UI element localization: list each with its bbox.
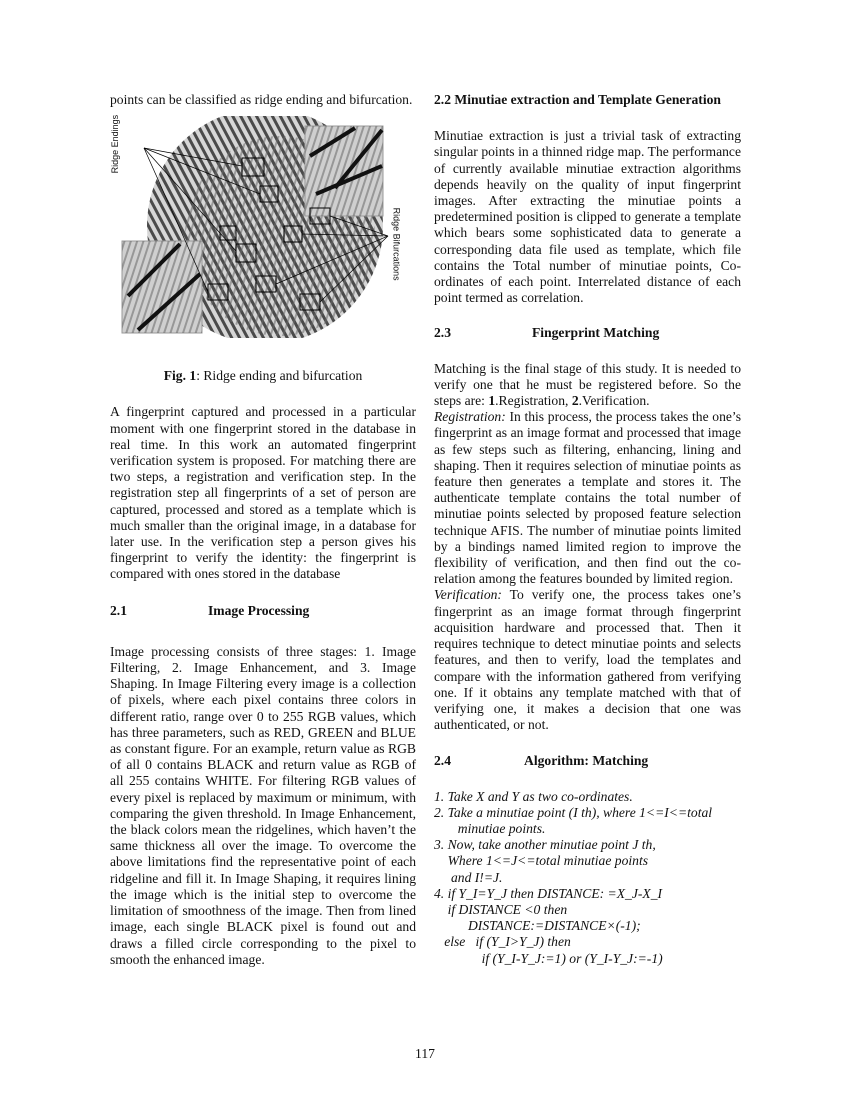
- section-heading-2-4: [434, 753, 741, 769]
- section-number: 2.4: [434, 753, 451, 769]
- section-title: Image Processing: [208, 602, 310, 618]
- algorithm-line: 4. if Y_I=Y_J then DISTANCE: =X_J-X_I: [434, 885, 663, 901]
- verification-label: Verification:: [434, 587, 502, 603]
- algorithm-line: Where 1<=J<=total minutiae points: [434, 853, 649, 869]
- section-heading-2-2: 2.2 Minutiae extraction and Template Generation: [434, 92, 721, 107]
- section-number: 2.1: [110, 602, 127, 618]
- algorithm-line: minutiae points.: [434, 820, 546, 836]
- algorithm-line: if (Y_I-Y_J:=1) or (Y_I-Y_J:=-1): [434, 950, 663, 966]
- algorithm-list: [434, 789, 741, 967]
- algorithm-line: and I!=J.: [434, 869, 503, 885]
- body-paragraph-2: Image processing consists of three stages: 1. Image Filtering, 2. Image Enhancement, and 3. Image Shaping. In Image Filtering every image is a collection of pixels, where each pixel contains three colors in different ratio, range over 0 to 255 RGB values, which has three parameters, such as RED, GREEN and BLUE as constant figure. For an example, return value as RGB of all 0 contains BLACK and return value as RGB of all 255 contains WHITE. For filtering RGB values of every pixel is replaced by maximum or minimum, with comparing the given threshold. In Image Enhancement, the black colors mean the ridgelines, which haven’t the same thickness all over the image. To overcome the above limitations find the representative point of each ridgeline and fill it. In Image Shaping, it requires lining the image which is the initial step to overcome the limitation of smoothness of the image. Then from lined image, each single BLACK pixel is found out and draws a filled circle corresponding to the pixel to smooth the enhanced image.: [110, 643, 416, 967]
- left-column: [110, 92, 416, 968]
- caption-text: : Ridge ending and bifurcation: [196, 368, 363, 384]
- ridge-endings-label: Ridge Endings: [110, 115, 121, 174]
- algorithm-line: if DISTANCE <0 then: [434, 901, 568, 917]
- body-paragraph-3: Minutiae extraction is just a trivial task of extracting singular points in a thinned ridge map. The performance of currently available minutiae extraction algorithms depends heavily on the quality of input fingerprint images. After extracting the minutiae points a predetermined position is clipped to generate a template which bears some sophisticated data to generate a corresponding data file used as template, which file contains the Total number of minutiae points, Co-ordinates of each point. Interrelated distance of each point termed as correlation.: [434, 128, 741, 306]
- algorithm-line: else if (Y_I>Y_J) then: [434, 934, 571, 950]
- section-heading-2-1: [110, 603, 416, 619]
- ridge-bifurcations-label: Ridge Bifurcations: [391, 207, 402, 281]
- ridge-figure: [110, 115, 402, 338]
- algorithm-line: 2. Take a minutiae point (I th), where 1<=I<=total: [434, 804, 713, 820]
- body-paragraph-1: A fingerprint captured and processed in a particular moment with one fingerprint stored in the database in real time. In this work an automated fingerprint verification system is proposed. For matching there are two steps, a registration and verification step. In the registration step all fingerprints of a set of person are captured, processed and stored as a template which is much smaller than the original image, in a database for later use. In the verification step a person gives his fingerprint to verify the identity: the fingerprint is compared with ones stored in the database: [110, 404, 416, 582]
- caption-label: Fig. 1: [163, 368, 197, 384]
- registration-paragraph: Registration: In this process, the process takes the one’s fingerprint as an image format and processed that image as few steps such as filtering, enhancing, lining and shaping. Then it requires selection of minutiae points as feature then generates a template and stores it. The authenticate template contains the total number of minutiae points selected by proposed feature selection technique AFIS. The number of minutiae points limited by a bindings named limited region to improve the flexibility of verification, and then find out the co-relation among the features bounded by limited region.: [434, 409, 741, 587]
- section-title: Algorithm: Matching: [524, 753, 649, 769]
- verification-paragraph: Verification: To verify one, the process takes one’s fingerprint as an image format through fingerprint acquisition hardware and processed that. Then it requires technique to detect minutiae points and selects features, and then to verify, load the templates and compare with the information gathered from verifying one. If it obtains any template matched with that of verifying one, it makes a decision that one was authenticated, or not.: [434, 587, 741, 733]
- algorithm-line: 3. Now, take another minutiae point J th,: [434, 837, 656, 853]
- right-column: [434, 92, 741, 967]
- intro-paragraph: points can be classified as ridge ending and bifurcation.: [110, 92, 413, 107]
- registration-label: Registration:: [434, 409, 506, 425]
- section-number: 2.3: [434, 325, 451, 341]
- body-paragraph-4: Matching is the final stage of this study. It is needed to verify one that he must be registered before. So the steps are: 1.Registration, 2.Verification.: [434, 360, 741, 409]
- figure-caption: [110, 368, 416, 384]
- section-title: Fingerprint Matching: [532, 325, 660, 341]
- section-heading-2-3: [434, 325, 741, 341]
- algorithm-line: 1. Take X and Y as two co-ordinates.: [434, 788, 633, 804]
- page-number: 117: [415, 1046, 435, 1061]
- fingerprint-image: [120, 116, 400, 338]
- algorithm-line: DISTANCE:=DISTANCE×(-1);: [434, 918, 641, 934]
